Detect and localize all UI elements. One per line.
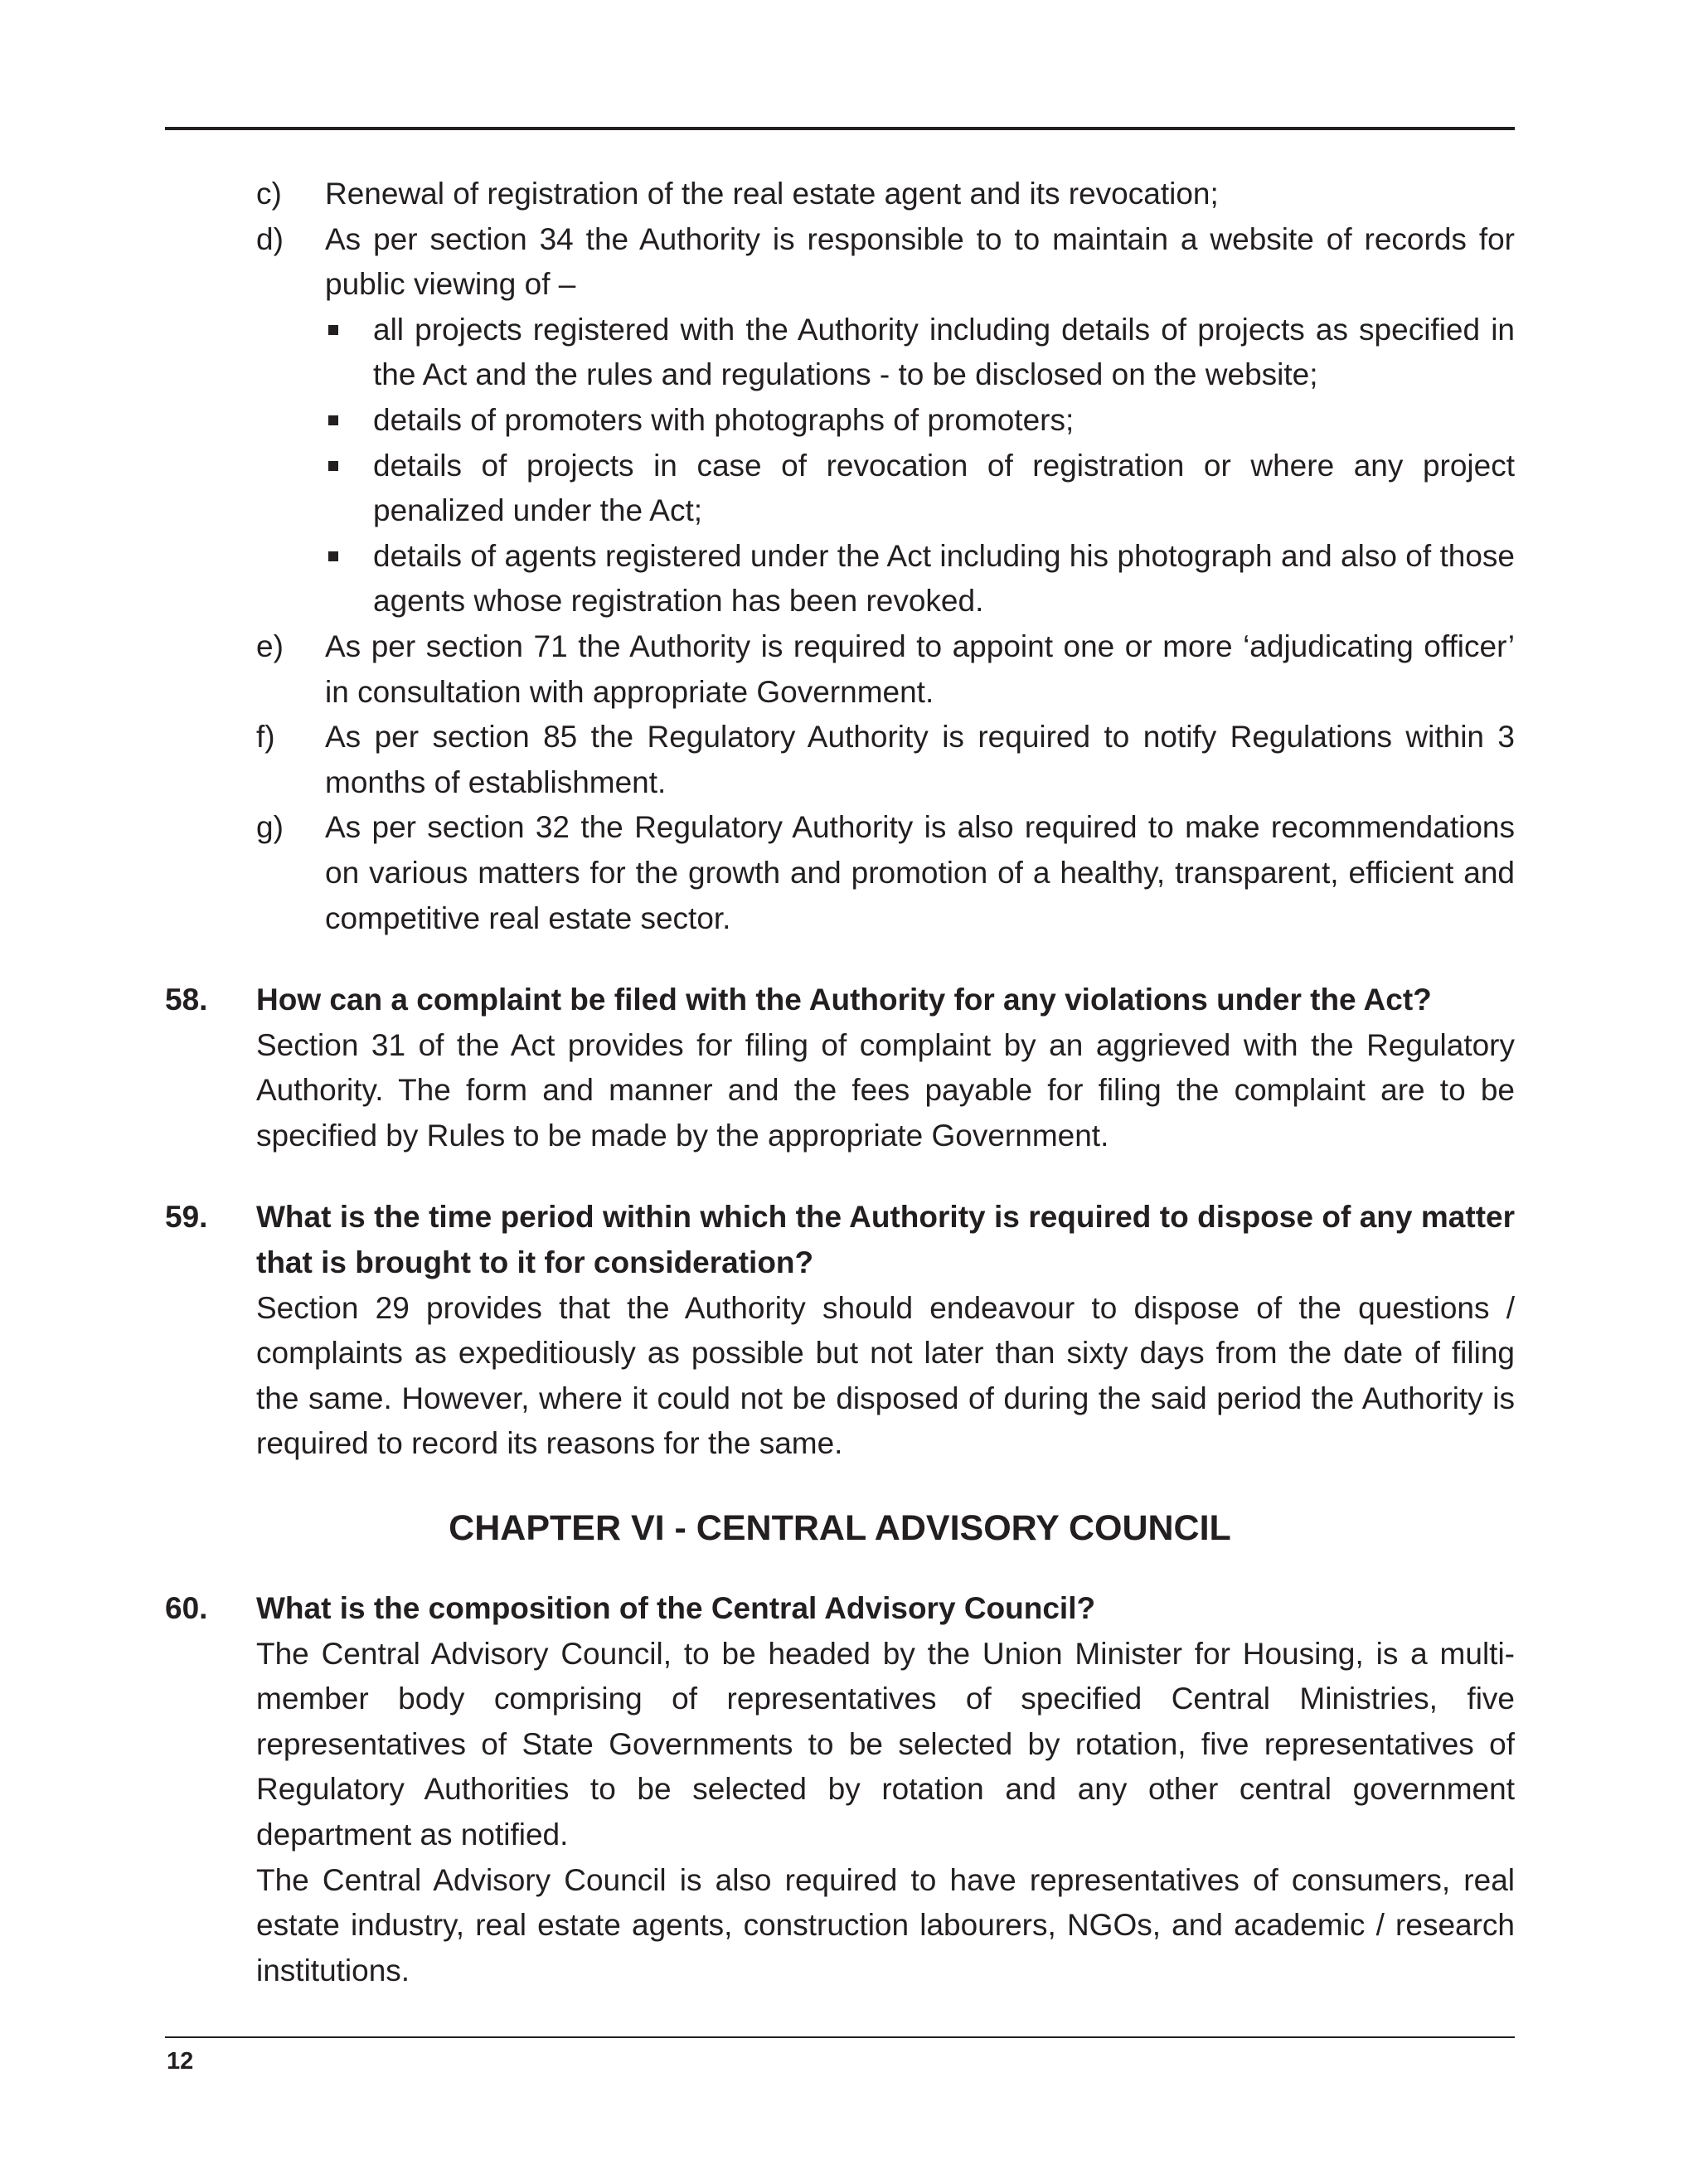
- list-item-label: c): [256, 177, 282, 211]
- answer-paragraph: The Central Advisory Council is also required to have representatives of consumers, real estate industry, real estate agents, construction labourers, NGOs, and academic / research institutions.: [256, 1862, 1515, 1987]
- bullet-text: details of promoters with photographs of promoters;: [373, 402, 1075, 437]
- list-item-label: g): [256, 810, 284, 845]
- question-number: 58.: [165, 983, 208, 1017]
- bullet-item: [165, 308, 1515, 398]
- list-item-e: [165, 624, 1515, 715]
- question-title: What is the composition of the Central Advisory Council?: [256, 1591, 1096, 1626]
- header-rule: [165, 127, 1515, 130]
- question-60: [165, 1586, 1515, 1993]
- bullet-item: [165, 444, 1515, 534]
- list-item-label: d): [256, 221, 284, 256]
- bullet-text: all projects registered with the Authority including details of projects as specified in the Act and the rules and regulations - to be disclosed on the website;: [373, 312, 1515, 392]
- footer-rule: [165, 2036, 1515, 2038]
- chapter-heading: CHAPTER VI - CENTRAL ADVISORY COUNCIL: [449, 1508, 1231, 1549]
- list-item-text: As per section 34 the Authority is responsible to to maintain a website of records for public viewing of –: [325, 221, 1515, 302]
- square-bullet-icon: [328, 461, 338, 471]
- question-59: [165, 1195, 1515, 1467]
- question-number: 60.: [165, 1591, 208, 1626]
- list-item-g: [165, 805, 1515, 941]
- bullet-text: details of projects in case of revocation of registration or where any project penalized under the Act;: [373, 448, 1515, 528]
- answer-paragraph: Section 29 provides that the Authority should endeavour to dispose of the questions / complaints as expeditiously as possible but not later than sixty days from the date of filing the same. However, where it could not be disposed of during the said period the Authority is required to record its reasons for the same.: [256, 1290, 1515, 1461]
- bullet-item: [165, 398, 1515, 444]
- list-item-text: As per section 85 the Regulatory Authority is required to notify Regulations within 3 months of establishment.: [325, 720, 1515, 799]
- square-bullet-icon: [328, 551, 338, 561]
- page-content: [165, 172, 1515, 1993]
- list-item-label: f): [256, 720, 275, 755]
- square-bullet-icon: [328, 415, 338, 425]
- list-item-f: [165, 715, 1515, 805]
- square-bullet-icon: [328, 325, 338, 335]
- list-item-text: Renewal of registration of the real estate agent and its revocation;: [325, 177, 1219, 211]
- answer-paragraph: Section 31 of the Act provides for filing of complaint by an aggrieved with the Regulatory Authority. The form and manner and the fees payable for filing the complaint are to be specified by Rules to be made by the appropriate Government.: [256, 1027, 1515, 1153]
- question-58: [165, 978, 1515, 1158]
- list-item-d: [165, 217, 1515, 308]
- bullet-item: [165, 534, 1515, 624]
- list-item-text: As per section 32 the Regulatory Authority is also required to make recommendations on various matters for the growth and promotion of a healthy, transparent, efficient and competitive real estate sector.: [325, 810, 1515, 935]
- question-title: How can a complaint be filed with the Authority for any violations under the Act?: [256, 983, 1432, 1017]
- page-number: 12: [167, 2048, 194, 2075]
- list-item-c: [165, 172, 1515, 217]
- list-item-text: As per section 71 the Authority is required to appoint one or more ‘adjudicating officer’ in consultation with appropriate Government.: [325, 629, 1515, 709]
- list-item-label: e): [256, 629, 284, 663]
- question-title: What is the time period within which the Authority is required to dispose of any matter that is brought to it for consideration?: [256, 1200, 1515, 1280]
- bullet-text: details of agents registered under the Act including his photograph and also of those agents whose registration has been revoked.: [373, 538, 1515, 619]
- question-number: 59.: [165, 1200, 208, 1235]
- answer-paragraph: The Central Advisory Council, to be headed by the Union Minister for Housing, is a multi-member body comprising of representatives of specified Central Ministries, five representatives of State Governments to be selected by rotation, five representatives of Regulatory Authorities to be selected by rotation and any other central government department as notified.: [256, 1636, 1515, 1852]
